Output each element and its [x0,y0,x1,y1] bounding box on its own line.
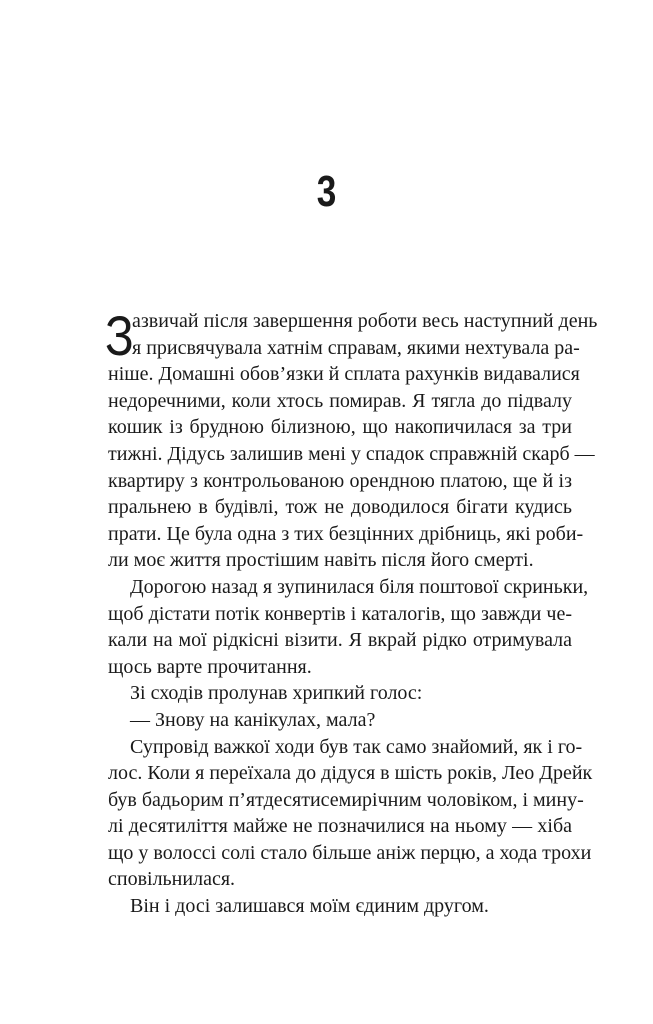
text-line: щось варте прочитання. [108,655,312,678]
text-line: кошик із брудною білизною, що накопичилася за три [108,416,572,439]
paragraph-3 [108,680,572,707]
text-line: ніше. Домашні обов’язки й сплата рахунків видавалися [108,363,580,386]
text-line: тижні. Дідусь залишив мені у спадок справжній скарб — [108,442,595,465]
text-line: сповільнилася. [108,868,236,891]
text-line: був бадьорим п’ятдесятисемирічним чоловіком, і мину- [108,788,584,811]
text-line: Він і досі залишався моїм єдиним другом. [130,895,489,918]
text-line: я присвячувала хатнім справам, якими нехтувала ра- [132,336,580,359]
text-line: азвичай після завершення роботи весь наступний день [132,310,598,332]
text-line: щоб дістати потік конвертів і каталогів, що завжди че- [108,602,572,625]
text-line: пральнею в будівлі, тож не доводилося бігати кудись [108,496,572,519]
paragraph-5 [108,734,593,894]
paragraph-6 [108,893,572,920]
text-line: що у волоссі солі стало більше аніж перцю, а хода трохи [108,841,592,864]
text-line: ли моє життя простішим навіть після його смерті. [108,549,534,572]
chapter-number: 3 [316,167,337,216]
paragraph-4-dialogue [108,707,572,734]
text-line: — Знову на канікулах, мала? [130,708,376,731]
text-line: Зі сходів пролунав хрипкий голос: [130,682,423,705]
paragraph-1 [105,304,598,574]
text-line: лі десятиліття майже не позначилися на ньому — хіба [108,815,572,838]
paragraph-2 [108,574,589,680]
text-line: квартиру з контрольованою орендною платою, ще й із [108,469,572,492]
text-line: недоречними, коли хтось помирав. Я тягла до підвалу [108,389,572,412]
text-line: Дорогою назад я зупинилася біля поштової скриньки, [130,575,589,598]
chapter-body [105,304,598,920]
text-line: лос. Коли я переїхала до дідуся в шість років, Лео Дрейк [108,762,593,785]
drop-cap: З [105,304,134,367]
text-line: прати. Це була одна з тих безцінних дрібниць, які роби- [108,522,584,545]
text-line: Супровід важкої ходи був так само знайомий, як і го- [130,735,583,758]
text-line: кали на мої рідкісні візити. Я вкрай рідко отримувала [108,629,572,652]
